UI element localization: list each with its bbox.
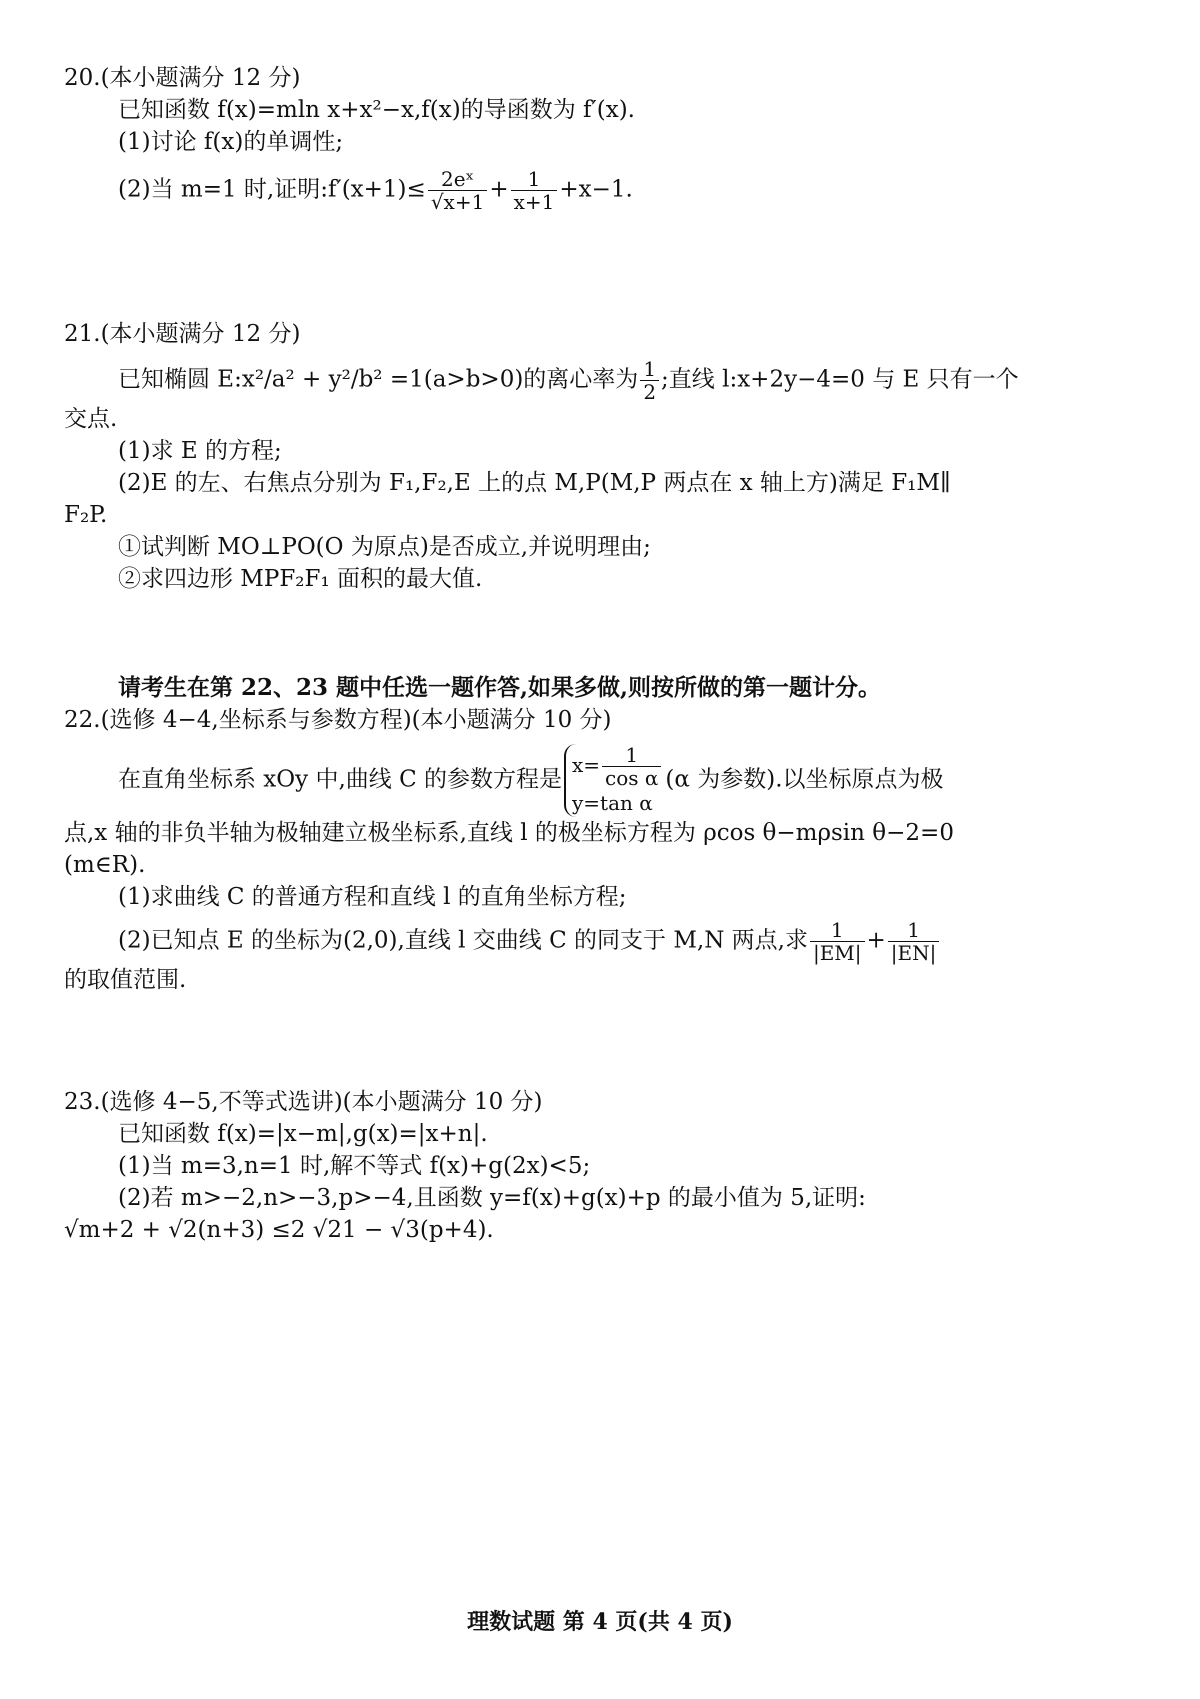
q22-case1-prefix: x= — [571, 753, 601, 777]
q22-header: 22.(选修 4−4,坐标系与参数方程)(本小题满分 10 分) — [64, 707, 612, 733]
q22-frac2 — [888, 919, 940, 964]
question-20 — [64, 62, 1140, 213]
q21-stem — [64, 358, 1140, 403]
q20-frac1-den: √x+1 — [428, 190, 488, 213]
instruction-text: 请考生在第 22、23 题中任选一题作答,如果多做,则按所做的第一题计分。 — [118, 674, 882, 701]
q22-stem-cont: 点,x 轴的非负半轴为极轴建立极坐标系,直线 l 的极坐标方程为 ρcos θ−mρsin θ−2=0 — [64, 820, 954, 846]
q22-stem-cont2: (m∈R). — [64, 852, 146, 878]
q23-header: 23.(选修 4−5,不等式选讲)(本小题满分 10 分) — [64, 1089, 543, 1115]
q21-sub2: ②求四边形 MPF₂F₁ 面积的最大值. — [118, 566, 483, 592]
q21-frac-num: 1 — [643, 357, 657, 381]
q20-frac2-den: x+1 — [511, 190, 558, 213]
q22-part2-text: (2)已知点 E 的坐标为(2,0),直线 l 交曲线 C 的同支于 M,N 两点,求 — [118, 927, 808, 954]
q23-part1: (1)当 m=3,n=1 时,解不等式 f(x)+g(2x)<5; — [118, 1153, 591, 1179]
q21-part2: (2)E 的左、右焦点分别为 F₁,F₂,E 上的点 M,P(M,P 两点在 x 轴上方)满足 F₁M∥ — [118, 470, 951, 496]
q20-header: 20.(本小题满分 12 分) — [64, 65, 301, 91]
instruction — [64, 672, 1140, 704]
q20-frac1 — [428, 168, 488, 213]
q21-part2-cont: F₂P. — [64, 502, 108, 528]
q23-stem: 已知函数 f(x)=|x−m|,g(x)=|x+n|. — [118, 1121, 488, 1147]
q22-stem-b: (α 为参数).以坐标原点为极 — [665, 766, 944, 793]
q21-frac — [640, 358, 659, 403]
q20-plus: + — [489, 176, 509, 203]
q23-part2: (2)若 m>−2,n>−3,p>−4,且函数 y=f(x)+g(x)+p 的最小值为 5,证明: — [118, 1185, 866, 1211]
q22-param-system — [564, 744, 663, 817]
q23-part2-cont: √m+2 + √2(n+3) ≤2 √21 − √3(p+4). — [64, 1217, 494, 1243]
question-23 — [64, 1086, 1140, 1246]
q20-part2-prefix: (2)当 m=1 时,证明:f′(x+1)≤ — [118, 176, 426, 203]
q22-case2: y=tan α — [571, 791, 653, 815]
q21-sub1: ①试判断 MO⊥PO(O 为原点)是否成立,并说明理由; — [118, 534, 651, 560]
q22-frac1 — [810, 919, 865, 964]
q22-frac2-num: 1 — [907, 918, 920, 942]
q22-frac1-den: |EM| — [810, 941, 865, 964]
q22-plus: + — [866, 927, 886, 954]
q21-stem-b: x²/a² + y²/b² =1(a>b>0)的离心率为 — [241, 366, 639, 393]
q22-case1-den: cos α — [602, 766, 661, 789]
q20-stem: 已知函数 f(x)=mln x+x²−x,f(x)的导函数为 f′(x). — [118, 97, 635, 123]
question-21 — [64, 318, 1140, 595]
q20-part2 — [64, 168, 1140, 213]
q21-stem-a: 已知椭圆 E: — [118, 366, 242, 393]
q20-frac1-num: 2eˣ — [441, 167, 475, 191]
page-footer: 理数试题 第 4 页(共 4 页) — [467, 1609, 733, 1635]
q21-stem-c: ;直线 l:x+2y−4=0 与 E 只有一个 — [661, 366, 1019, 393]
q20-frac2-num: 1 — [527, 167, 541, 191]
q22-case1-frac — [602, 744, 661, 789]
q22-case1 — [572, 744, 663, 789]
q20-frac2 — [511, 168, 558, 213]
q22-part1: (1)求曲线 C 的普通方程和直线 l 的直角坐标方程; — [118, 884, 627, 910]
q20-part2-suffix: +x−1. — [559, 176, 633, 203]
q22-frac1-num: 1 — [830, 918, 844, 942]
q22-frac2-den: |EN| — [888, 941, 940, 964]
q22-case1-num: 1 — [625, 743, 639, 767]
q22-part2-cont: 的取值范围. — [64, 967, 187, 993]
q22-part2 — [64, 919, 1140, 964]
q21-header: 21.(本小题满分 12 分) — [64, 321, 301, 347]
q21-part1: (1)求 E 的方程; — [118, 438, 282, 464]
q22-stem — [64, 744, 1140, 817]
q20-part1: (1)讨论 f(x)的单调性; — [118, 129, 344, 155]
q22-stem-a: 在直角坐标系 xOy 中,曲线 C 的参数方程是 — [118, 766, 562, 793]
question-22 — [64, 704, 1140, 996]
q21-frac-den: 2 — [640, 380, 659, 403]
q21-stem-cont: 交点. — [64, 406, 118, 432]
